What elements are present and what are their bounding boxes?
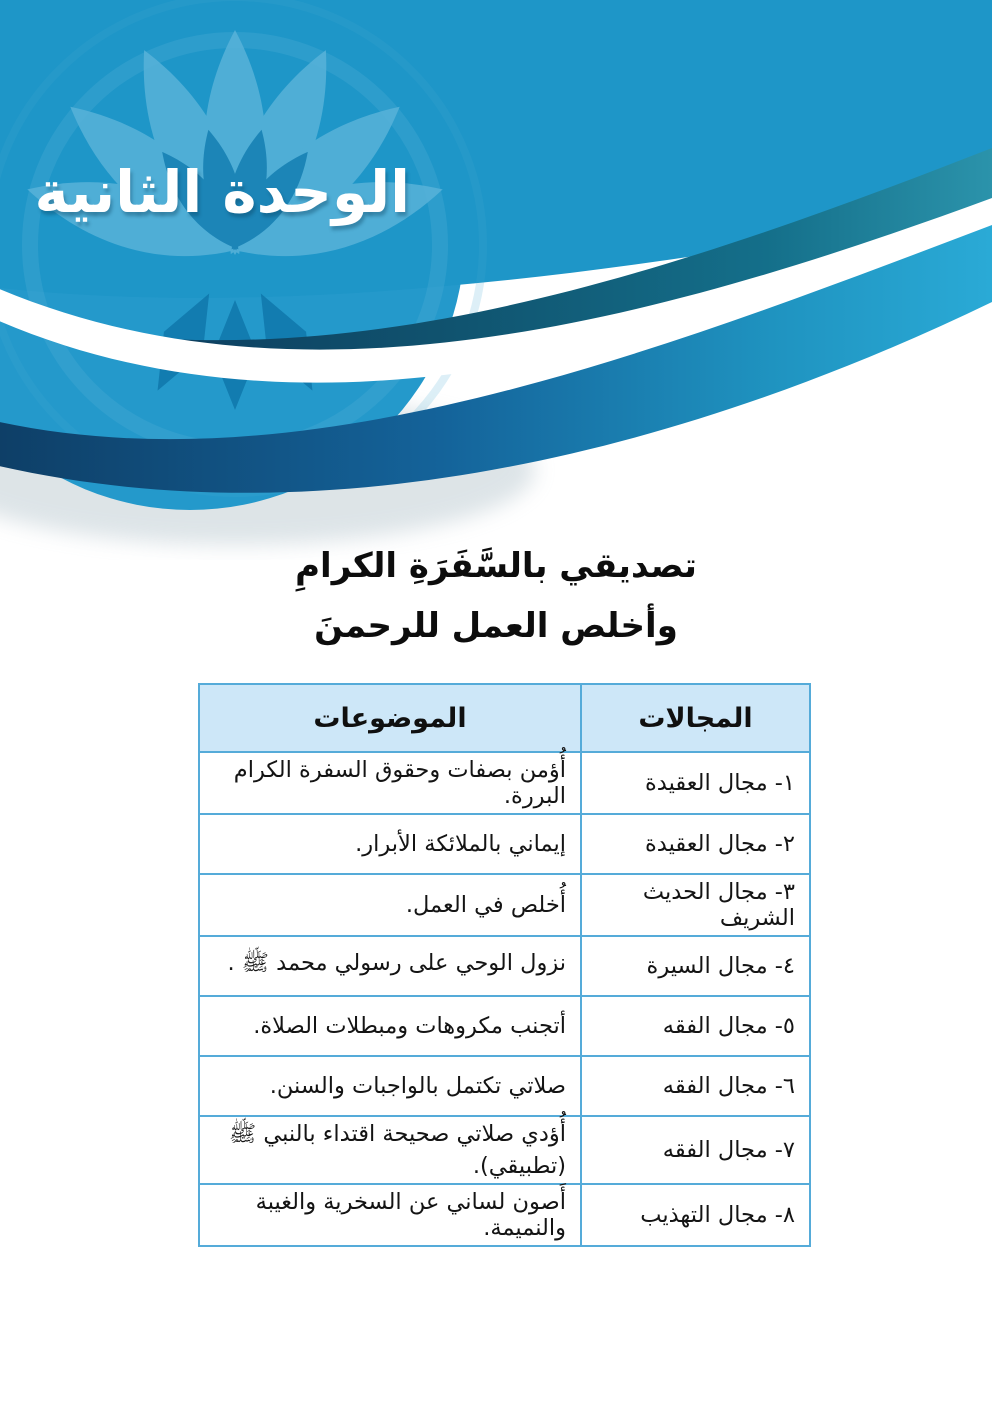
table-row [199, 1056, 810, 1116]
table-header-row [199, 684, 810, 752]
field-cell: ٥- مجال الفقه [581, 996, 810, 1056]
field-cell: ٢- مجال العقيدة [581, 814, 810, 874]
table-row [199, 874, 810, 936]
topic-cell: إيماني بالملائكة الأبرار. [199, 814, 581, 874]
table-row [199, 996, 810, 1056]
field-cell: ٨- مجال التهذيب [581, 1184, 810, 1246]
unit-title: الوحدة الثانية [34, 158, 410, 226]
table-row [199, 814, 810, 874]
column-header-fields: المجالات [581, 684, 810, 752]
main-title-line-2: وأخلص العمل للرحمنَ [314, 606, 678, 646]
table-row [199, 752, 810, 814]
unit-contents-table [198, 683, 811, 1247]
table-row [199, 1184, 810, 1246]
field-cell: ٦- مجال الفقه [581, 1056, 810, 1116]
field-cell: ٣- مجال الحديث الشريف [581, 874, 810, 936]
table-row [199, 1116, 810, 1184]
topic-cell: أتجنب مكروهات ومبطلات الصلاة. [199, 996, 581, 1056]
topic-cell: أُؤمن بصفات وحقوق السفرة الكرام البررة. [199, 752, 581, 814]
field-cell: ٧- مجال الفقه [581, 1116, 810, 1184]
unit-contents-table-wrap [196, 683, 811, 1247]
table-row [199, 936, 810, 996]
wave-banner-graphic [0, 0, 992, 560]
topic-cell: صلاتي تكتمل بالواجبات والسنن. [199, 1056, 581, 1116]
main-title [0, 536, 992, 656]
topic-cell: أَصون لساني عن السخرية والغيبة والنميمة. [199, 1184, 581, 1246]
topic-cell: أُخلص في العمل. [199, 874, 581, 936]
column-header-topics: الموضوعات [199, 684, 581, 752]
header-banner [0, 0, 992, 560]
topic-cell: أُؤدي صلاتي صحيحة اقتداء بالنبي ﷺ (تطبيقي). [199, 1116, 581, 1184]
field-cell: ١- مجال العقيدة [581, 752, 810, 814]
topic-cell: نزول الوحي على رسولي محمد ﷺ . [199, 936, 581, 996]
main-title-line-1: تصديقي بالسَّفَرَةِ الكرامِ [295, 546, 697, 586]
field-cell: ٤- مجال السيرة [581, 936, 810, 996]
